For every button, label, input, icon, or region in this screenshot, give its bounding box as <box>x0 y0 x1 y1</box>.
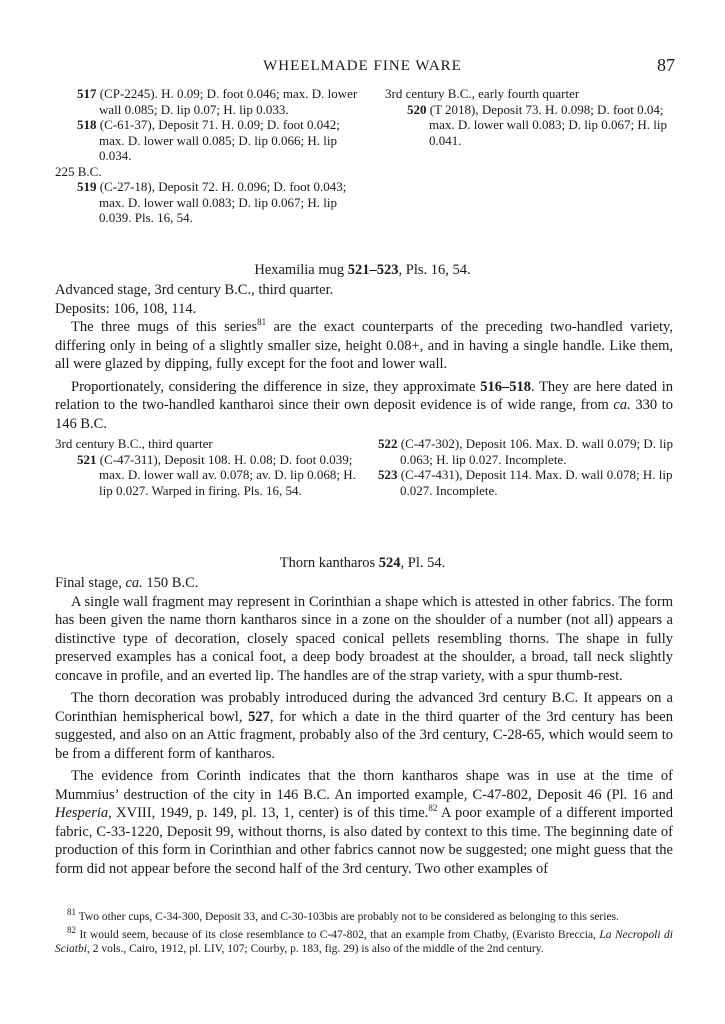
catalog-entry-520: 520 (T 2018), Deposit 73. H. 0.098; D. foot 0.04; max. D. lower wall 0.083; D. lip 0.067; H. lip 0.041. <box>407 101 667 148</box>
hexamilia-body <box>55 281 673 433</box>
date-heading-225: 225 B.C. <box>55 163 102 179</box>
catalog-entry-523: 523 (C-47-431), Deposit 114. Max. D. wall 0.078; H. lip 0.027. Incomplete. <box>378 467 673 498</box>
catalog-entry-519: 519 (C-27-18), Deposit 72. H. 0.096; D. foot 0.043; max. D. lower wall 0.083; D. lip 0.067; H. lip 0.039. Pls. 16, 54. <box>77 179 347 225</box>
catalog-entry-522: 522 (C-47-302), Deposit 106. Max. D. wall 0.079; D. lip 0.063; H. lip 0.027. Incomplete. <box>378 436 674 467</box>
thorn-body <box>55 574 673 878</box>
footnote-ref-82[interactable]: 82 <box>428 803 438 814</box>
date-heading-early-fourth-quarter: 3rd century B.C., early fourth quarter <box>385 86 580 101</box>
running-header: WHEELMADE FINE WARE <box>263 58 462 74</box>
date-heading-third-quarter: 3rd century B.C., third quarter <box>55 436 213 451</box>
section-title-hexamilia: Hexamilia mug 521–523, Pls. 16, 54. <box>254 262 471 278</box>
section-title-thorn-kantharos: Thorn kantharos 524, Pl. 54. <box>279 555 446 571</box>
paragraph: The evidence from Corinth indicates that the thorn kantharos shape was in use at the time of Mummius’ destruction of the city in 146 B.C. An imported example, C-47-802, Deposit 46 (Pl. 16 and Hesperia, XVIII, 1949, p. 149, pl. 13, 1, center) is of this time.$^{82}$ A poor example of a different imported fabric, C-33-1220, Deposit 99, without thorns, is also dated by context to this time. The beginning date of production of this form in Corinthian and other fabrics cannot now be suggested; one might guess that the form did not appear before the second half of the 3rd century. Two other examples of <box>55 768 673 877</box>
catalog-entry-521: 521 (C-47-311), Deposit 108. H. 0.08; D. foot 0.039; max. D. lower wall av. 0.078; av. D. lip 0.068; H. lip 0.027. Warped in firing. Pls. 16, 54. <box>77 451 356 498</box>
paragraph: A single wall fragment may represent in Corinthian a shape which is attested in other fabrics. The form has been given the name thorn kantharos since in a zone on the shoulder of a number (not all) appears a distinctive type of decoration, closely spaced conical pellets resembling thorns. The shape in fully preserved examples has a conical foot, a deep body broadest at the shoulder, a broad, tall neck slightly concave in profile, and an everted lip. The handles are of the strap variety, with a spur thumb-rest. <box>55 593 673 684</box>
catalog-top-left <box>55 86 363 226</box>
footnote-82: $^{82}$ It would seem, because of its close resemblance to C-47-802, that an example from Chatby, (Evaristo Breccia, La Necropoli di Sciatbi, 2 vols., Cairo, 1912, pl. LIV, 107; Courby, p. 183, fig. 29) is also of the middle of the 2nd century. <box>55 924 673 955</box>
stage-line: Final stage, ca. 150 B.C. <box>55 575 199 591</box>
deposits-line: Deposits: 106, 108, 114. <box>55 300 197 317</box>
page-number: 87 <box>657 55 675 75</box>
footnotes <box>55 907 673 957</box>
stage-line: Advanced stage, 3rd century B.C., third quarter. <box>55 282 334 298</box>
catalog-entry-518: 518 (C-61-37), Deposit 71. H. 0.09; D. foot 0.042; max. D. lower wall 0.085; D. lip 0.066; H. lip 0.034. <box>77 117 340 163</box>
catalog-top-right <box>385 86 675 148</box>
footnote-ref-81[interactable]: 81 <box>257 317 267 328</box>
footnote-81: $^{81}$ Two other cups, C-34-300, Deposit 33, and C-30-103bis are probably not to be considered as belonging to this series. <box>67 907 619 923</box>
catalog-entry-517: 517 (CP-2245). H. 0.09; D. foot 0.046; max. D. lower wall 0.085; D. lip 0.07; H. lip 0.033. <box>77 86 358 117</box>
catalog-mid-right <box>378 436 675 498</box>
paragraph: The three mugs of this series$^{81}$ are the exact counterparts of the preceding two-handled variety, differing only in being of a slightly smaller size, height 0.08+, and in having a single handle. Like them, all were glazed by dipping, fully except for the foot and lower wall. <box>55 317 673 372</box>
paragraph: The thorn decoration was probably introduced during the advanced 3rd century B.C. It appears on a Corinthian hemispherical bowl, 527, for which a date in the third quarter of the 3rd century has been suggested, and also on an Attic fragment, probably also of the 3rd century, C-28-65, which would seem to be from a different form of kantharos. <box>55 690 673 762</box>
paragraph: Proportionately, considering the difference in size, they approximate 516–518. They are here dated in relation to the two-handled kantharoi since their own deposit evidence is of wide range, from ca. 330 to 146 B.C. <box>55 378 673 432</box>
catalog-mid-left <box>55 436 363 498</box>
